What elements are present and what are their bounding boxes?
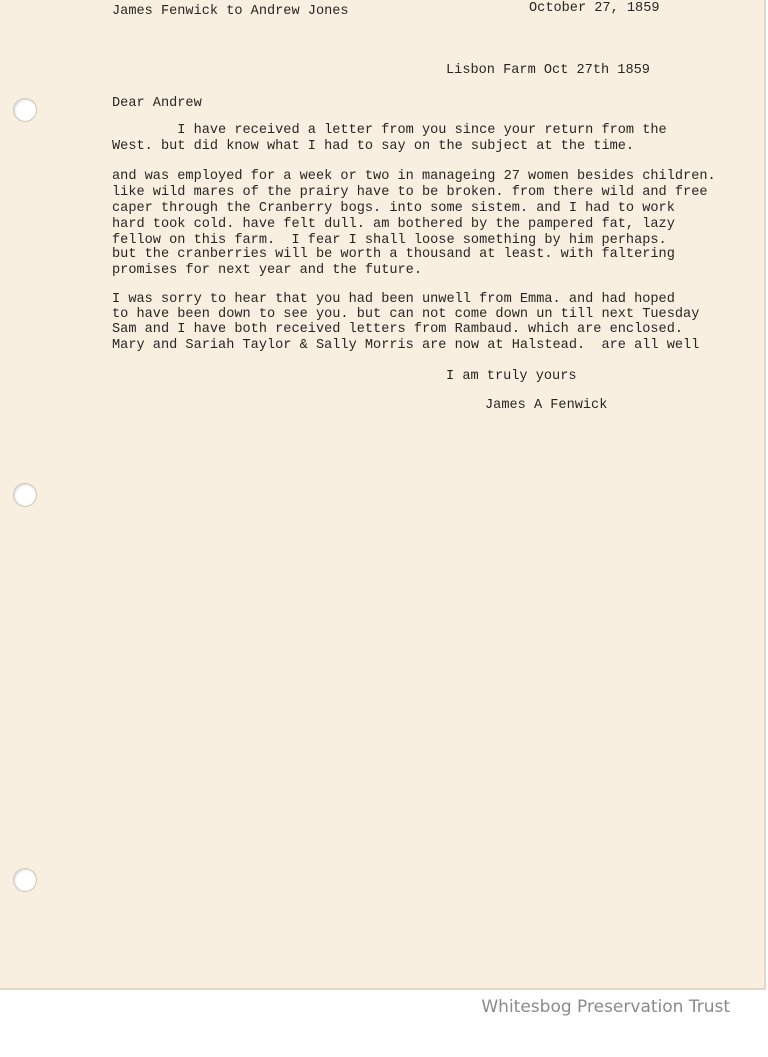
paragraph-1-line: West. but did know what I had to say on the subject at the time.	[112, 139, 635, 154]
header-title: James Fenwick to Andrew Jones	[112, 4, 349, 19]
paragraph-3-line: Sam and I have both received letters from Rambaud. which are enclosed.	[112, 322, 684, 337]
paragraph-2-line: caper through the Cranberry bogs. into some sistem. and I had to work	[112, 201, 675, 216]
paragraph-2-line: but the cranberries will be worth a thousand at least. with faltering	[112, 247, 675, 262]
dateline: Lisbon Farm Oct 27th 1859	[446, 63, 650, 78]
punch-hole-bottom	[13, 868, 37, 892]
watermark-text: Whitesbog Preservation Trust	[481, 997, 730, 1017]
paragraph-3-line: I was sorry to hear that you had been unwell from Emma. and had hoped	[112, 292, 675, 307]
paragraph-2-line: and was employed for a week or two in manageing 27 women besides children.	[112, 169, 716, 184]
signature: James A Fenwick	[485, 398, 608, 413]
salutation: Dear Andrew	[112, 96, 202, 111]
punch-hole-middle	[13, 483, 37, 507]
closing: I am truly yours	[446, 369, 577, 384]
paragraph-2-line: like wild mares of the prairy have to be broken. from there wild and free	[112, 185, 708, 200]
paragraph-1-line: I have received a letter from you since your return from the	[112, 123, 667, 138]
header-date: October 27, 1859	[529, 1, 660, 16]
paragraph-2-line: promises for next year and the future.	[112, 263, 422, 278]
punch-hole-top	[13, 98, 37, 122]
paragraph-2-line: hard took cold. have felt dull. am bothered by the pampered fat, lazy	[112, 217, 675, 232]
paragraph-3-line: to have been down to see you. but can not come down un till next Tuesday	[112, 307, 700, 322]
paragraph-3-line: Mary and Sariah Taylor & Sally Morris are now at Halstead. are all well	[112, 338, 700, 353]
paragraph-2-line: fellow on this farm. I fear I shall loose something by him perhaps.	[112, 233, 667, 248]
